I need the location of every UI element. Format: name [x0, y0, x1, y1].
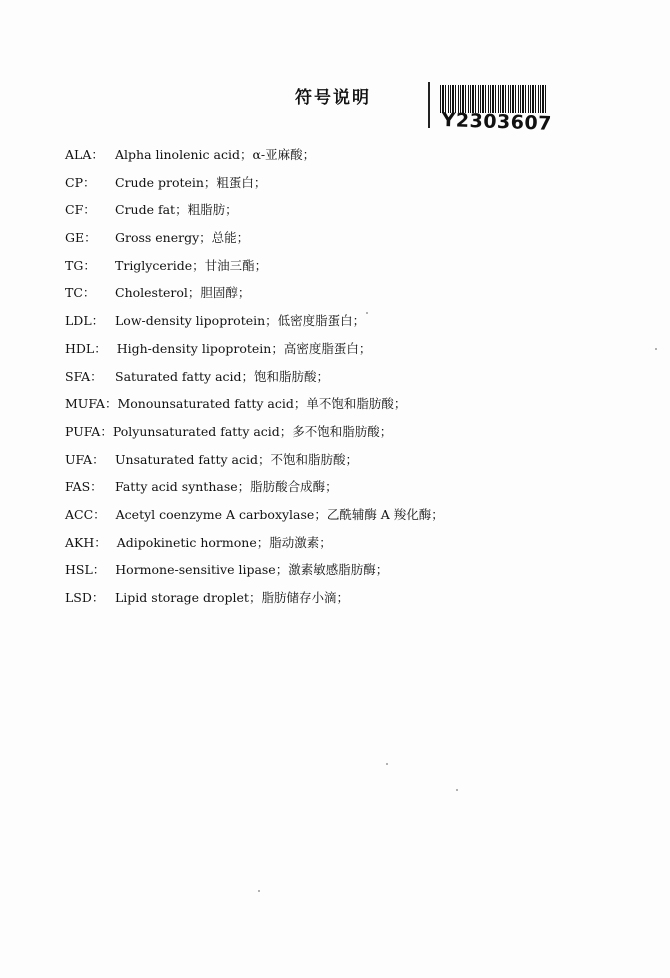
abbreviation-term: PUFA：	[65, 423, 113, 439]
scan-speck	[258, 890, 260, 892]
abbreviation-definition: Alpha linolenic acid；α-亚麻酸；	[115, 147, 316, 162]
abbreviation-term: TC：	[65, 285, 96, 301]
abbreviation-definition: Gross energy；总能；	[115, 230, 250, 246]
abbreviation-list	[65, 145, 625, 616]
abbreviation-definition: Adipokinetic hormone；脂动激素；	[116, 534, 332, 550]
abbreviation-term: HSL：	[65, 562, 106, 578]
abbreviation-definition: Cholesterol；胆固醇；	[115, 285, 251, 301]
abbreviation-term: ACC：	[65, 506, 106, 522]
scan-speck	[386, 763, 388, 765]
abbreviation-definition: Lipid storage droplet；脂肪储存小滴；	[115, 590, 349, 605]
abbreviation-entry-tc	[65, 283, 625, 311]
page-title: 符号说明	[295, 88, 371, 108]
barcode-edge-line	[428, 82, 430, 128]
barcode-label	[428, 82, 553, 135]
abbreviation-definition: High-density lipoprotein；高密度脂蛋白；	[116, 340, 372, 356]
abbreviation-entry-ufa	[65, 450, 625, 478]
abbreviation-definition: Low-density lipoprotein；低密度脂蛋白；	[115, 313, 366, 329]
abbreviation-term: MUFA：	[65, 396, 118, 412]
abbreviation-term: CF：	[65, 202, 96, 218]
abbreviation-entry-fas	[65, 477, 625, 505]
abbreviation-entry-ldl	[65, 311, 625, 339]
abbreviation-term: AKH：	[65, 534, 107, 550]
abbreviation-term: GE：	[65, 230, 97, 246]
abbreviation-definition: Fatty acid synthase；脂肪酸合成酶；	[115, 479, 338, 495]
abbreviation-entry-ala	[65, 145, 625, 173]
abbreviation-definition: Acetyl coenzyme A carboxylase；乙酰辅酶 A 羧化酶；	[115, 506, 444, 522]
abbreviation-entry-lsd	[65, 588, 625, 616]
abbreviation-term: HDL：	[65, 340, 107, 356]
abbreviation-term: UFA：	[65, 451, 105, 467]
barcode-number: Y2303607	[441, 109, 553, 135]
abbreviation-term: CP：	[65, 174, 96, 190]
abbreviation-entry-akh	[65, 533, 625, 561]
abbreviation-term: FAS：	[65, 479, 103, 495]
abbreviation-definition: Hormone-sensitive lipase；激素敏感脂肪酶；	[115, 562, 389, 578]
abbreviation-term: TG：	[65, 257, 96, 273]
abbreviation-entry-pufa	[65, 422, 625, 450]
abbreviation-entry-ge	[65, 228, 625, 256]
abbreviation-definition: Monounsaturated fatty acid；单不饱和脂肪酸；	[117, 396, 407, 412]
abbreviation-entry-sfa	[65, 367, 625, 395]
abbreviation-term: LSD：	[65, 590, 105, 605]
abbreviation-term: ALA：	[65, 147, 104, 162]
scan-speck	[456, 789, 458, 791]
abbreviation-definition: Crude fat；粗脂肪；	[115, 202, 238, 218]
abbreviation-definition: Triglyceride；甘油三酯；	[115, 257, 268, 273]
abbreviation-definition: Unsaturated fatty acid；不饱和脂肪酸；	[115, 451, 358, 467]
scan-speck	[366, 312, 368, 314]
abbreviation-entry-acc	[65, 505, 625, 533]
abbreviation-term: SFA：	[65, 368, 103, 384]
scan-speck	[655, 348, 657, 350]
abbreviation-entry-tg	[65, 256, 625, 284]
abbreviation-definition: Saturated fatty acid；饱和脂肪酸；	[115, 368, 330, 384]
abbreviation-entry-cp	[65, 173, 625, 201]
abbreviation-entry-cf	[65, 200, 625, 228]
abbreviation-term: LDL：	[65, 313, 105, 329]
abbreviation-definition: Polyunsaturated fatty acid；多不饱和脂肪酸；	[112, 423, 393, 439]
abbreviation-entry-mufa	[65, 394, 625, 422]
abbreviation-entry-hdl	[65, 339, 625, 367]
abbreviation-entry-hsl	[65, 560, 625, 588]
abbreviation-definition: Crude protein；粗蛋白；	[115, 174, 267, 190]
